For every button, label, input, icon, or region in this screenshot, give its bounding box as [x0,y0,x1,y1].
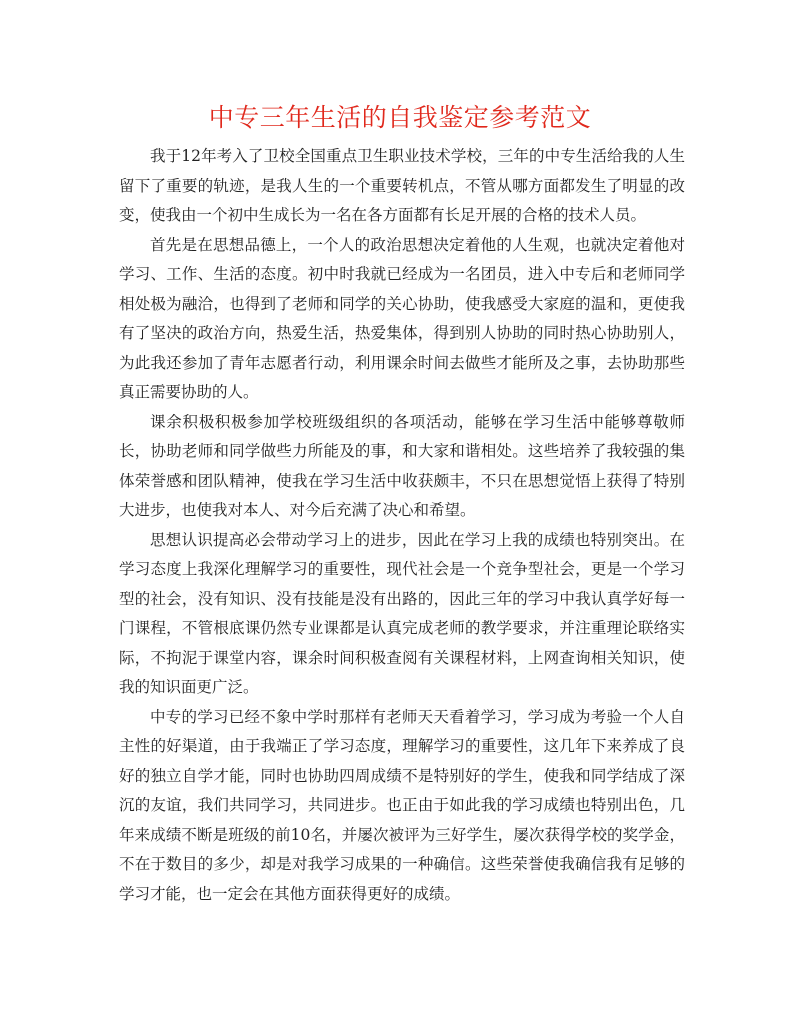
paragraph-5: 中专的学习已经不象中学时那样有老师天天看着学习，学习成为考验一个人自主性的好渠道，由于我端正了学习态度，理解学习的重要性，这几年下来养成了良好的独立自学才能，同时也协助四周成绩不是特别好的学生，使我和同学结成了深沉的友谊，我们共同学习，共同进步。也正由于如此我的学习成绩也特别出色，几年来成绩不断是班级的前10名，并屡次被评为三好学生，屡次获得学校的奖学金，不在于数目的多少，却是对我学习成果的一种确信。这些荣誉使我确信我有足够的学习才能，也一定会在其他方面获得更好的成绩。 [119,707,685,903]
paragraph-4: 思想认识提高必会带动学习上的进步，因此在学习上我的成绩也特别突出。在学习态度上我深化理解学习的重要性，现代社会是一个竞争型社会，更是一个学习型的社会，没有知识、没有技能是没有出路的，因此三年的学习中我认真学好每一门课程，不管根底课仍然专业课都是认真完成老师的教学要求，并注重理论联络实际，不拘泥于课堂内容，课余时间积极查阅有关课程材料，上网查询相关知识，使我的知识面更广泛。 [119,530,685,696]
paragraph-2: 首先是在思想品德上，一个人的政治思想决定着他的人生观，也就决定着他对学习、工作、生活的态度。初中时我就已经成为一名团员，进入中专后和老师同学相处极为融洽，也得到了老师和同学的关心协助，使我感受大家庭的温和，更使我有了坚决的政治方向，热爱生活，热爱集体，得到别人协助的同时热心协助别人，为此我还参加了青年志愿者行动，利用课余时间去做些才能所及之事，去协助那些真正需要协助的人。 [119,235,685,401]
paragraph-3: 课余积极积极参加学校班级组织的各项活动，能够在学习生活中能够尊敬师长，协助老师和同学做些力所能及的事，和大家和谐相处。这些培养了我较强的集体荣誉感和团队精神，使我在学习生活中收获颇丰，不只在思想觉悟上获得了特别大进步，也使我对本人、对今后充满了决心和希望。 [119,412,685,519]
document-title: 中专三年生活的自我鉴定参考范文 [208,103,592,132]
document-body [119,142,685,909]
paragraph-1: 我于12年考入了卫校全国重点卫生职业技术学校，三年的中专生活给我的人生留下了重要的轨迹，是我人生的一个重要转机点，不管从哪方面都发生了明显的改变，使我由一个初中生成长为一名在各方面都有长足开展的合格的技术人员。 [119,147,685,224]
